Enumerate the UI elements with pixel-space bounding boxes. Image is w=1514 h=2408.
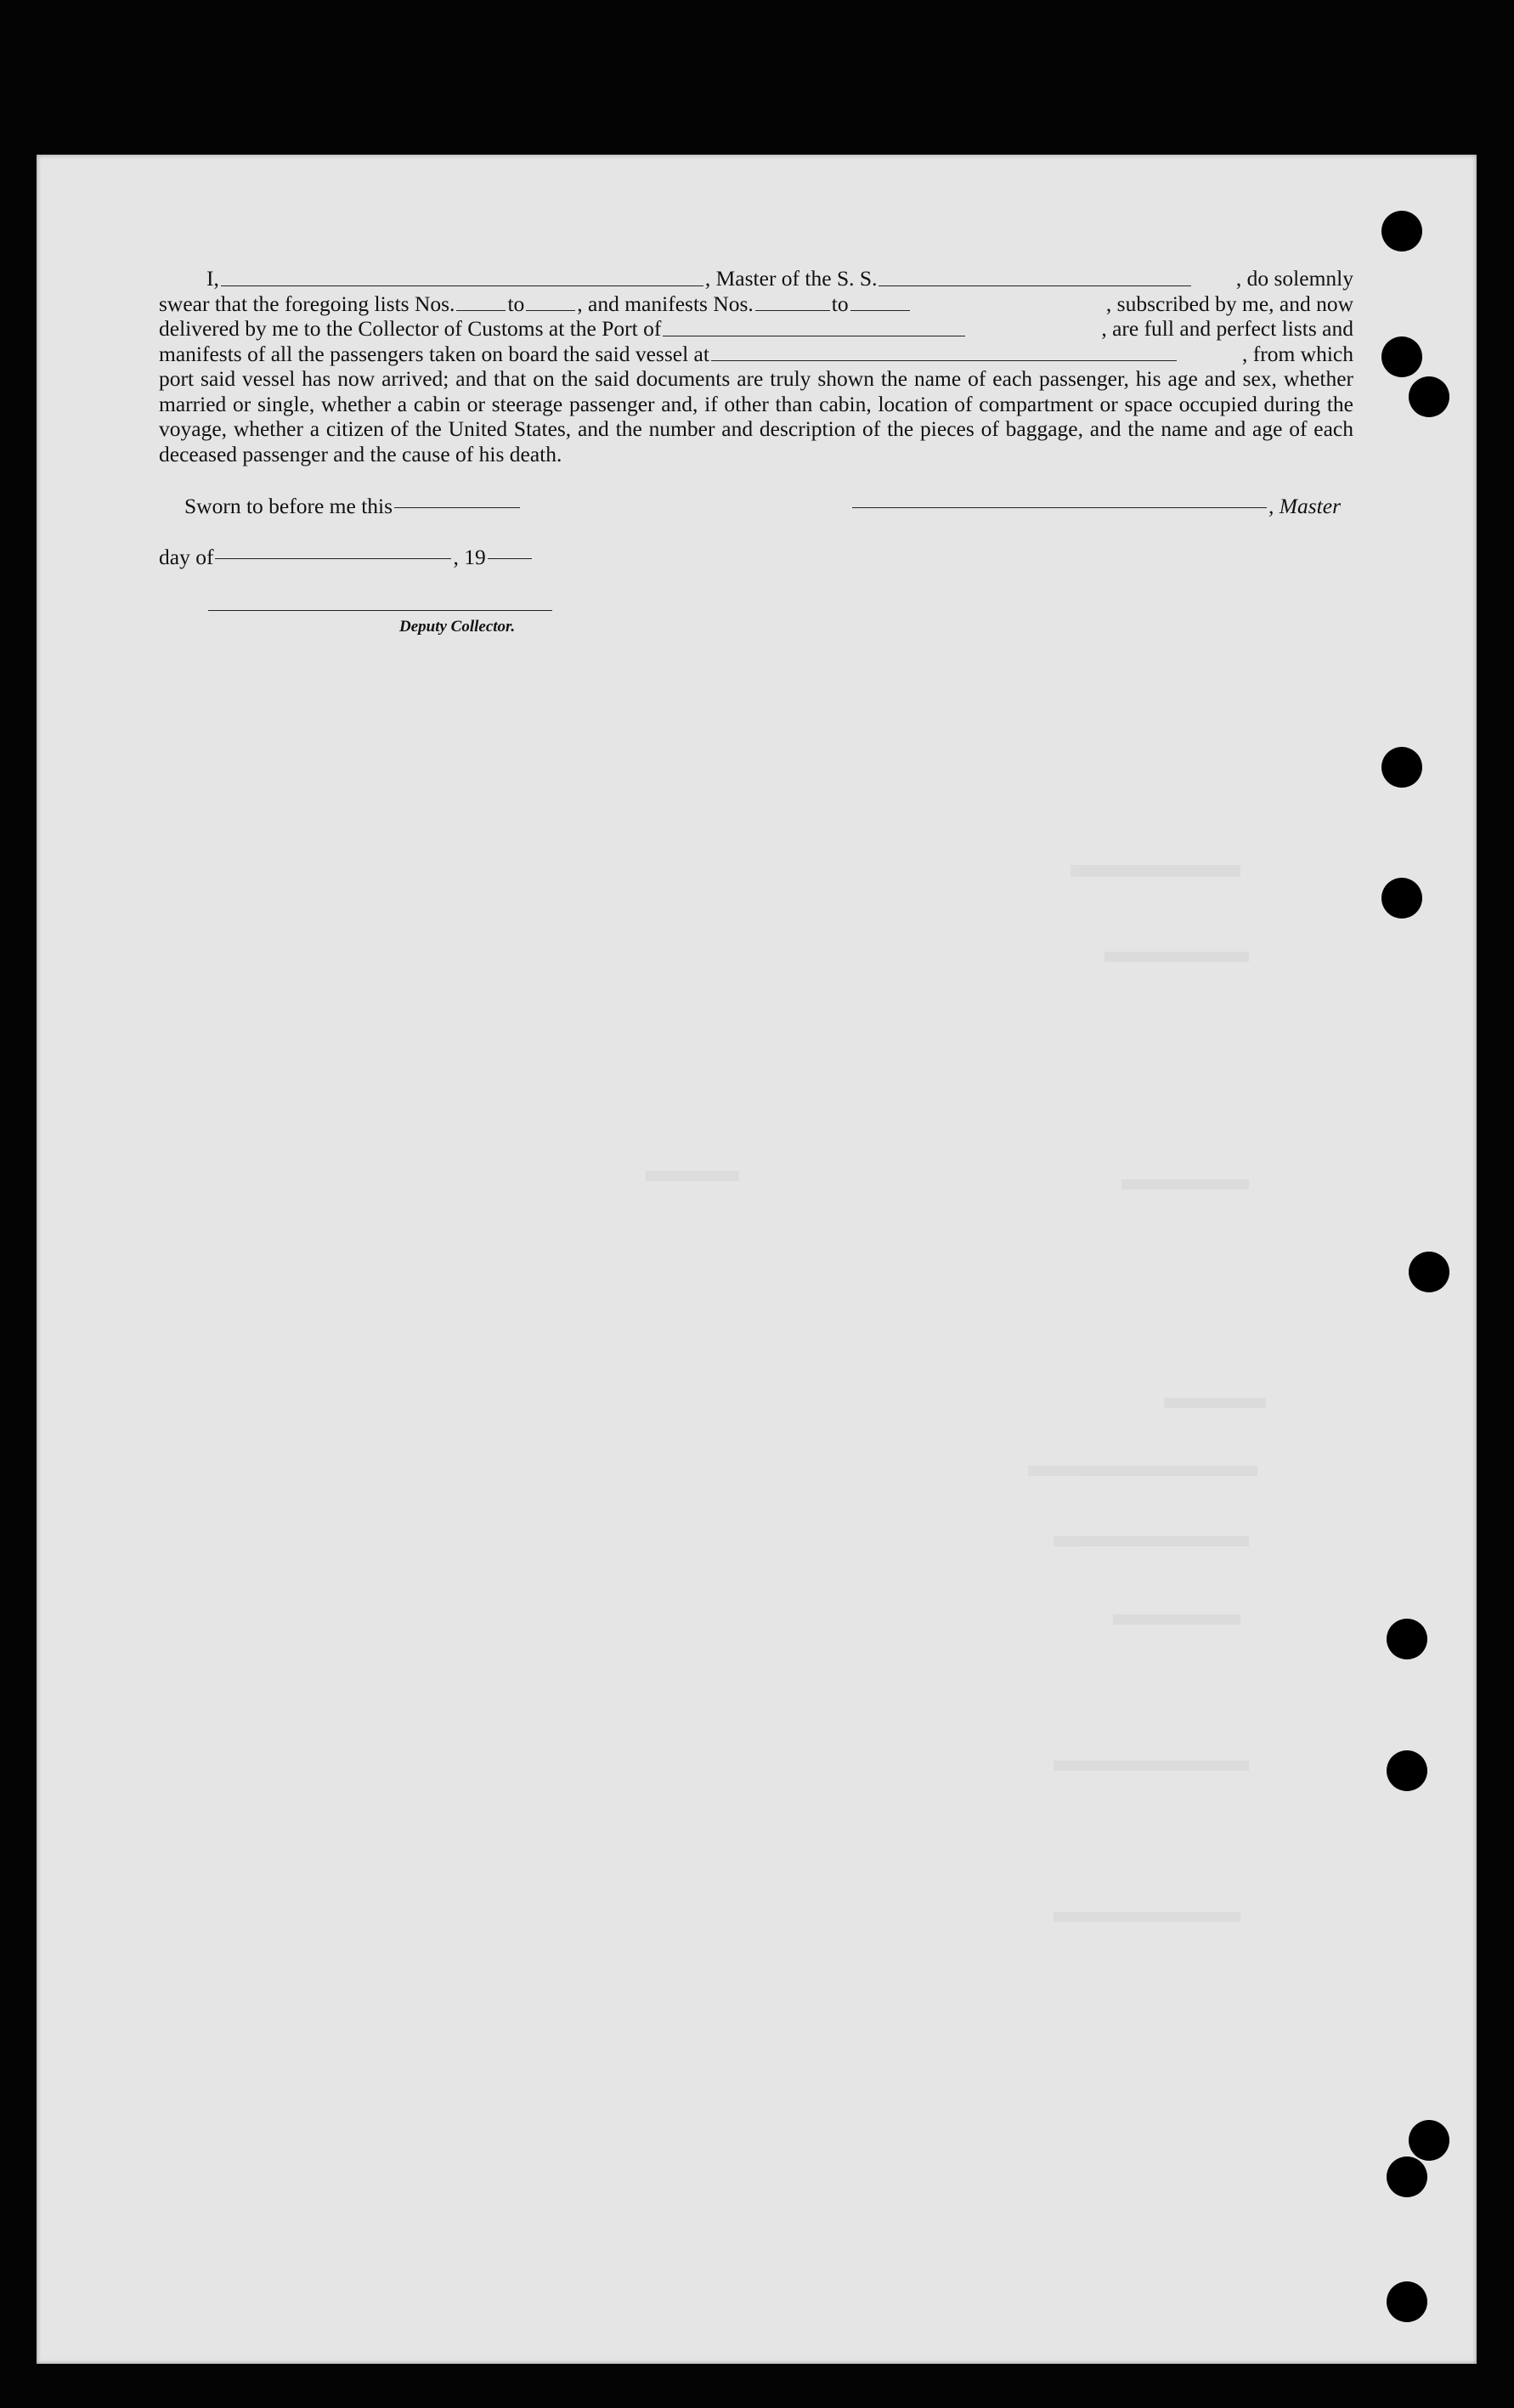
name-blank (221, 285, 703, 286)
master-label: , Master (1268, 494, 1341, 518)
oath-line-2 (159, 291, 1353, 317)
day-of-line (159, 545, 534, 570)
punch-hole (1381, 336, 1422, 377)
manifest-from-blank (755, 309, 830, 311)
oath-remaining-text: port said vessel has now arrived; and that on the said documents are truly shown the name of each passenger, his age and sex, whether married or single, whether a cabin or steerage passenger and, if other than cabin, location of compartment or space occupied during the voyage, whether a citizen of the United States, and the number and description of the pieces of baggage, and the name and age of each deceased passenger and the cause of his death. (159, 366, 1353, 466)
oath-to-2: to (831, 291, 849, 316)
oath-manifests: , and manifests Nos. (577, 291, 754, 316)
port-blank (663, 335, 965, 336)
sworn-date-blank (394, 506, 520, 508)
departure-port-blank (711, 359, 1177, 361)
year-prefix: , 19 (453, 545, 486, 569)
master-signature-blank (852, 506, 1267, 508)
deputy-collector-label: Deputy Collector. (399, 618, 516, 636)
year-blank (488, 557, 532, 559)
sworn-label: Sworn to before me this (184, 494, 393, 518)
punch-hole (1381, 747, 1422, 788)
day-of-blank (215, 557, 451, 559)
oath-subscribed: , subscribed by me, and now (1105, 291, 1353, 316)
sworn-line (184, 494, 522, 519)
oath-line-1 (159, 266, 1353, 291)
punch-hole (1387, 1619, 1427, 1659)
oath-master-of: , Master of the S. S. (704, 266, 878, 291)
punch-hole (1409, 376, 1449, 417)
oath-from-which: , from which (1241, 341, 1353, 366)
document-page (37, 155, 1477, 2364)
oath-manifests-all: manifests of all the passengers taken on board the said vessel at (159, 341, 709, 366)
punch-hole (1381, 878, 1422, 919)
punch-hole (1409, 1252, 1449, 1292)
oath-to-1: to (507, 291, 525, 316)
master-signature-line (850, 494, 1341, 519)
oath-delivered: delivered by me to the Collector of Customs at the Port of (159, 316, 662, 341)
punch-hole (1387, 2156, 1427, 2197)
oath-line-3 (159, 316, 1353, 342)
list-to-blank (526, 309, 575, 311)
manifest-to-blank (850, 309, 910, 311)
oath-swear-lists: swear that the foregoing lists Nos. (159, 291, 455, 316)
punch-hole (1381, 211, 1422, 252)
deputy-collector-signature-line (208, 610, 552, 611)
punch-hole (1387, 2281, 1427, 2322)
oath-line-4 (159, 342, 1353, 367)
oath-paragraph (159, 266, 1353, 466)
punch-hole (1409, 2120, 1449, 2161)
day-of-label: day of (159, 545, 214, 569)
oath-do-solemnly: , do solemnly (1235, 266, 1353, 291)
oath-i: I, (206, 266, 219, 291)
punch-hole (1387, 1750, 1427, 1791)
oath-full-perfect: , are full and perfect lists and (1101, 316, 1353, 341)
list-from-blank (456, 309, 506, 311)
vessel-blank (878, 285, 1191, 286)
